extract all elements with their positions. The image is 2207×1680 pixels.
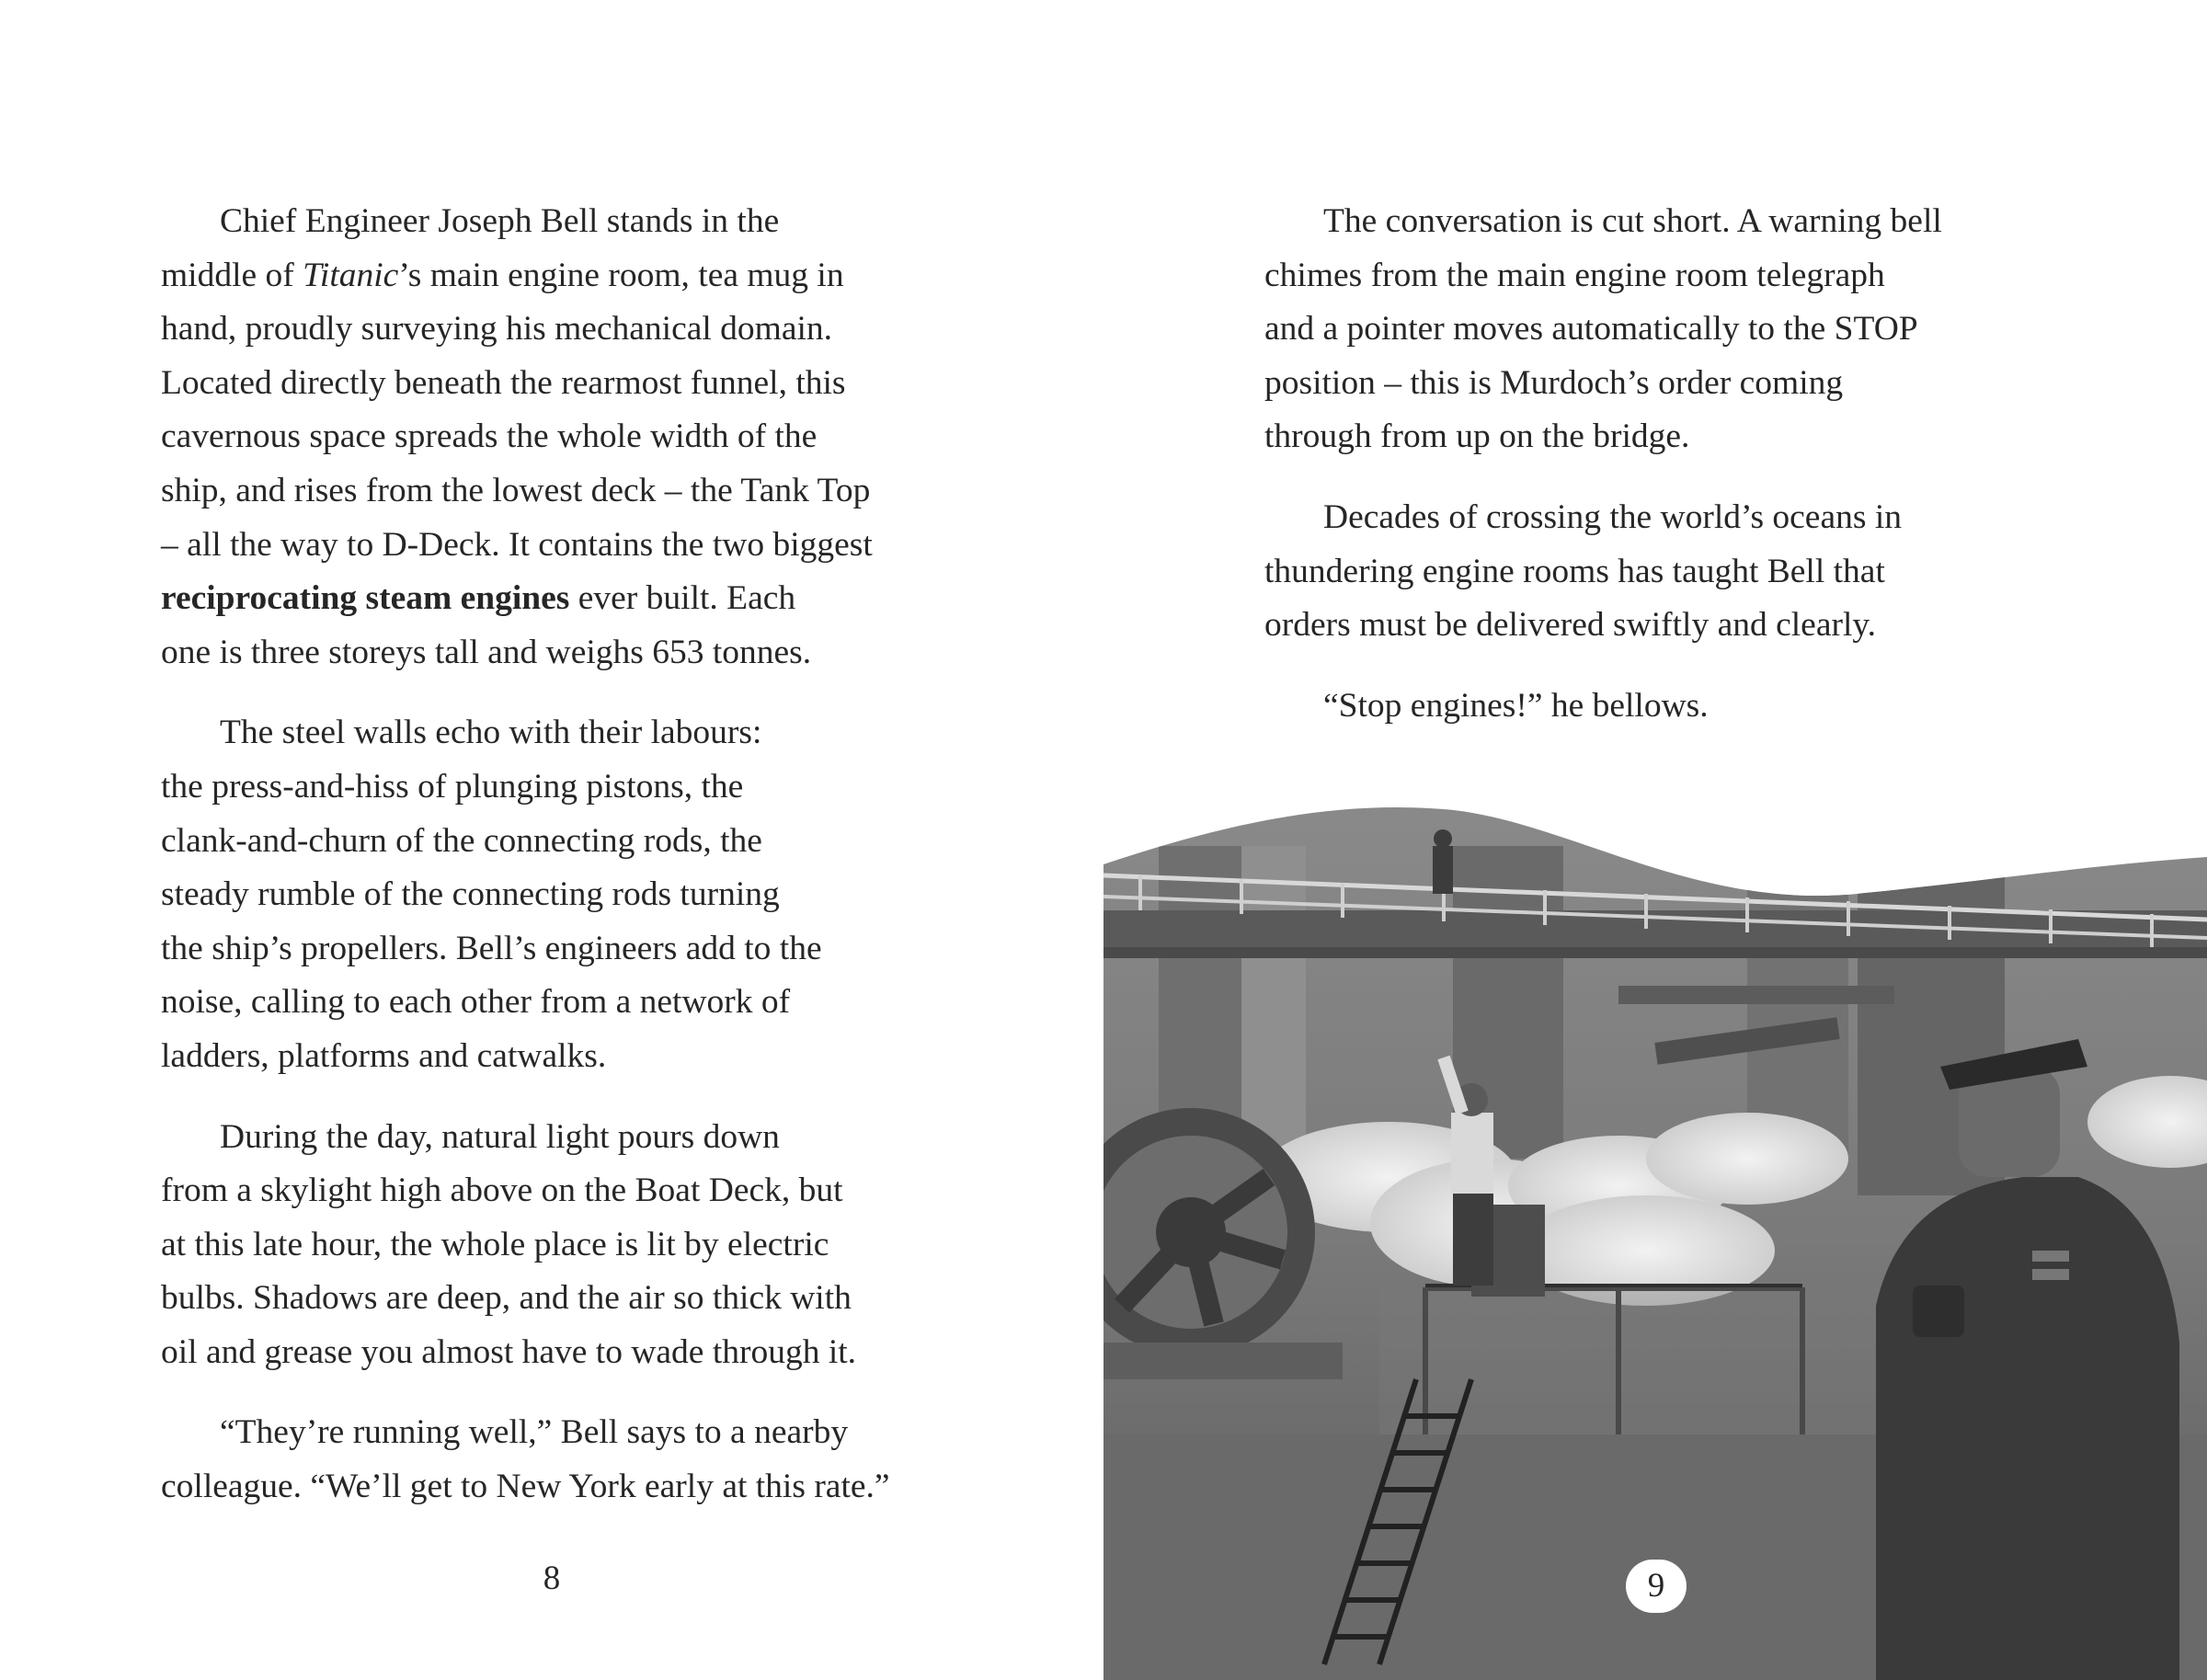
text-run: thundering engine rooms has taught Bell that bbox=[1264, 552, 1885, 590]
text-line bbox=[161, 1030, 970, 1084]
text-line bbox=[1264, 410, 2202, 464]
text-run: bulbs. Shadows are deep, and the air so thick with bbox=[161, 1279, 852, 1318]
text-line bbox=[161, 922, 970, 977]
text-run: through from up on the bridge. bbox=[1264, 417, 1690, 456]
text-run: oil and grease you almost have to wade through it. bbox=[161, 1332, 857, 1371]
text-line bbox=[161, 1218, 970, 1273]
text-run: “Stop engines!” he bellows. bbox=[1323, 686, 1709, 725]
text-run: middle of bbox=[161, 256, 303, 294]
text-line bbox=[161, 303, 970, 357]
text-run: hand, proudly surveying his mechanical domain. bbox=[161, 310, 833, 349]
text-line bbox=[161, 868, 970, 922]
text-run: the press-and-hiss of plunging pistons, the bbox=[161, 767, 744, 806]
text-run: colleague. “We’ll get to New York early at this rate.” bbox=[161, 1468, 890, 1506]
text-run: ship, and rises from the lowest deck – the Tank Top bbox=[161, 471, 871, 509]
text-run: at this late hour, the whole place is lit by electric bbox=[161, 1225, 829, 1263]
text-run: The steel walls echo with their labours: bbox=[220, 714, 762, 752]
paragraph bbox=[161, 195, 970, 680]
text-line bbox=[161, 572, 970, 626]
text-line bbox=[161, 976, 970, 1030]
text-line bbox=[161, 195, 970, 249]
text-line bbox=[161, 1460, 970, 1514]
text-line bbox=[161, 1406, 970, 1460]
text-run: noise, calling to each other from a network of bbox=[161, 983, 791, 1022]
text-run: the ship’s propellers. Bell’s engineers add to the bbox=[161, 929, 822, 967]
text-line bbox=[161, 760, 970, 815]
text-line bbox=[1264, 303, 2202, 357]
text-run: – all the way to D-Deck. It contains the two biggest bbox=[161, 525, 873, 564]
page-number-left: 8 bbox=[543, 1560, 561, 1597]
text-line bbox=[1264, 545, 2202, 600]
text-line bbox=[161, 1326, 970, 1380]
paragraph bbox=[1264, 491, 2202, 653]
text-run: “They’re running well,” Bell says to a nearby bbox=[220, 1413, 849, 1452]
text-line bbox=[1264, 680, 2202, 734]
text-run: The conversation is cut short. A warning bell bbox=[1323, 202, 1942, 240]
text-run: chimes from the main engine room telegraph bbox=[1264, 256, 1885, 294]
left-body-text bbox=[161, 195, 970, 1514]
text-run: ’s main engine room, tea mug in bbox=[398, 256, 844, 294]
paragraph bbox=[161, 1406, 970, 1514]
text-run: steady rumble of the connecting rods turning bbox=[161, 875, 780, 914]
text-run: Decades of crossing the world’s oceans in bbox=[1323, 497, 1902, 536]
page-number-right: 9 bbox=[1626, 1560, 1687, 1613]
text-run: and a pointer moves automatically to the STOP bbox=[1264, 310, 1918, 349]
text-line bbox=[161, 357, 970, 411]
engine-room-illustration bbox=[1104, 791, 2207, 1680]
text-run: ladders, platforms and catwalks. bbox=[161, 1036, 607, 1075]
text-line bbox=[1264, 357, 2202, 411]
right-body-text bbox=[1264, 195, 2202, 733]
text-line bbox=[161, 249, 970, 303]
paragraph-gap bbox=[1264, 464, 2202, 491]
text-line bbox=[161, 815, 970, 869]
text-run: ever built. Each bbox=[569, 579, 796, 618]
paragraph bbox=[161, 1111, 970, 1380]
text-run: clank-and-churn of the connecting rods, the bbox=[161, 821, 762, 860]
text-line bbox=[161, 410, 970, 464]
paragraph-gap bbox=[1264, 653, 2202, 680]
text-line bbox=[1264, 599, 2202, 653]
text-line bbox=[1264, 249, 2202, 303]
paragraph-gap bbox=[161, 1084, 970, 1111]
paragraph-gap bbox=[161, 680, 970, 706]
text-run: Located directly beneath the rearmost funnel, this bbox=[161, 363, 846, 402]
text-run: cavernous space spreads the whole width of the bbox=[161, 417, 818, 456]
paragraph bbox=[1264, 195, 2202, 464]
text-run: from a skylight high above on the Boat Deck, but bbox=[161, 1171, 843, 1210]
text-line bbox=[161, 1111, 970, 1165]
text-run: position – this is Murdoch’s order coming bbox=[1264, 363, 1844, 402]
italic-term: Titanic bbox=[303, 256, 399, 294]
text-line bbox=[161, 1164, 970, 1218]
paragraph-gap bbox=[161, 1379, 970, 1406]
text-line bbox=[161, 1272, 970, 1326]
text-line bbox=[161, 464, 970, 519]
text-line bbox=[1264, 195, 2202, 249]
text-line bbox=[161, 706, 970, 760]
bold-term: reciprocating steam engines bbox=[161, 579, 570, 618]
text-line bbox=[161, 519, 970, 573]
paragraph bbox=[1264, 680, 2202, 734]
text-run: one is three storeys tall and weighs 653 tonnes. bbox=[161, 633, 812, 671]
paragraph bbox=[161, 706, 970, 1083]
text-line bbox=[161, 626, 970, 680]
text-run: orders must be delivered swiftly and clearly. bbox=[1264, 606, 1877, 645]
text-run: During the day, natural light pours down bbox=[220, 1117, 780, 1156]
text-line bbox=[1264, 491, 2202, 545]
right-page bbox=[1104, 0, 2207, 1680]
text-run: Chief Engineer Joseph Bell stands in the bbox=[220, 202, 780, 240]
